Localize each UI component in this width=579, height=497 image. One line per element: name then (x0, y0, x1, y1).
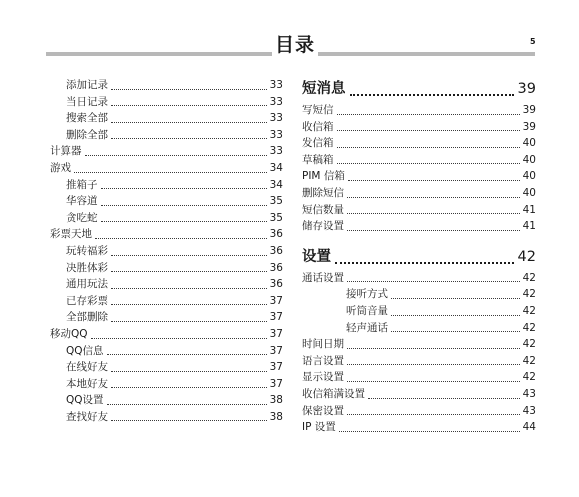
toc-entry-label: 收信箱满设置 (302, 387, 365, 400)
toc-entry-page: 37 (269, 361, 283, 374)
toc-entry-page: 42 (522, 354, 536, 367)
toc-entry-label: 储存设置 (302, 220, 344, 233)
toc-entry-page: 35 (269, 211, 283, 224)
toc-entry-label: 通用玩法 (66, 278, 108, 291)
dot-leader (111, 304, 267, 305)
dot-leader (337, 163, 520, 164)
dot-leader (335, 262, 514, 264)
toc-entry[interactable] (302, 286, 536, 303)
dot-leader (101, 188, 267, 189)
section-gap (302, 235, 536, 245)
toc-entry-page: 40 (522, 153, 536, 166)
toc-entry[interactable] (302, 369, 536, 386)
toc-entry[interactable] (50, 326, 283, 343)
toc-entry-label: 短信数量 (302, 203, 344, 216)
toc-entry-label: 显示设置 (302, 371, 344, 384)
toc-entry[interactable] (50, 376, 283, 393)
toc-entry-page: 33 (269, 128, 283, 141)
dot-leader (368, 398, 520, 399)
toc-entry-label: 决胜体彩 (66, 261, 108, 274)
toc-entry-label: 删除全部 (66, 128, 108, 141)
toc-entry[interactable] (50, 226, 283, 243)
dot-leader (91, 338, 267, 339)
section-heading-label: 短消息 (302, 81, 346, 97)
toc-entry-label: 计算器 (50, 145, 82, 158)
toc-entry[interactable] (50, 260, 283, 277)
page-number: 5 (530, 37, 536, 46)
dot-leader (107, 354, 267, 355)
dot-leader (111, 371, 267, 372)
toc-entry[interactable] (50, 143, 283, 160)
dot-leader (107, 404, 267, 405)
toc-entry-label: 通话设置 (302, 271, 344, 284)
toc-entry[interactable] (302, 152, 536, 169)
toc-entry-page: 40 (522, 170, 536, 183)
dot-leader (347, 281, 520, 282)
toc-entry-page: 33 (269, 79, 283, 91)
toc-entry[interactable] (302, 168, 536, 185)
toc-entry[interactable] (50, 293, 283, 310)
toc-left-column (50, 77, 283, 425)
dot-leader (111, 89, 267, 90)
toc-entry-label: QQ信息 (66, 344, 104, 357)
toc-entry-label: 移动QQ (50, 327, 88, 340)
toc-entry[interactable] (302, 185, 536, 202)
toc-entry-label: 彩票天地 (50, 228, 92, 241)
toc-entry[interactable] (302, 303, 536, 320)
toc-entry-label: 本地好友 (66, 377, 108, 390)
toc-entry-page: 42 (522, 321, 536, 334)
toc-entry-label: 游戏 (50, 161, 71, 174)
toc-entry-label: 全部删除 (66, 311, 108, 324)
toc-entry[interactable] (302, 270, 536, 287)
toc-entry[interactable] (302, 403, 536, 420)
dot-leader (95, 238, 267, 239)
toc-entry-page: 38 (269, 394, 283, 407)
toc-entry[interactable] (302, 320, 536, 337)
toc-entry-page: 34 (269, 178, 283, 191)
toc-entry-label: 当日记录 (66, 95, 108, 108)
dot-leader (347, 213, 520, 214)
toc-entry-page: 36 (269, 244, 283, 257)
dot-leader (347, 381, 520, 382)
toc-entry-label: 轻声通话 (346, 321, 388, 334)
toc-entry-label: 接听方式 (346, 288, 388, 301)
section-heading-label: 设置 (302, 248, 331, 265)
dot-leader (347, 364, 520, 365)
dot-leader (111, 105, 267, 106)
toc-section-heading[interactable] (302, 77, 536, 102)
toc-entry-page: 35 (269, 195, 283, 208)
dot-leader (111, 420, 267, 421)
dot-leader (74, 172, 267, 173)
dot-leader (101, 221, 267, 222)
toc-entry-page: 33 (269, 95, 283, 108)
dot-leader (111, 138, 267, 139)
dot-leader (339, 431, 520, 432)
dot-leader (391, 331, 520, 332)
toc-entry-page: 37 (269, 327, 283, 340)
toc-entry[interactable] (302, 135, 536, 152)
section-heading-page: 42 (517, 248, 536, 265)
toc-entry-page: 37 (269, 377, 283, 390)
dot-leader (337, 114, 520, 115)
toc-entry-page: 37 (269, 311, 283, 324)
dot-leader (111, 387, 267, 388)
toc-entry[interactable] (302, 353, 536, 370)
toc-entry-page: 41 (522, 203, 536, 216)
toc-entry-page: 42 (522, 304, 536, 317)
dot-leader (111, 288, 267, 289)
toc-entry-label: 玩转福彩 (66, 244, 108, 257)
toc-entry-label: 收信箱 (302, 120, 334, 133)
toc-entry-label: 添加记录 (66, 79, 108, 91)
toc-entry[interactable] (50, 409, 283, 426)
toc-entry[interactable] (50, 160, 283, 177)
toc-entry-page: 43 (522, 387, 536, 400)
toc-entry[interactable] (50, 177, 283, 194)
toc-entry-label: PIM 信箱 (302, 170, 345, 183)
toc-entry-label: 贪吃蛇 (66, 211, 98, 224)
dot-leader (111, 122, 267, 123)
toc-entry-label: IP 设置 (302, 421, 336, 434)
toc-entry[interactable] (50, 210, 283, 227)
toc-entry[interactable] (50, 193, 283, 210)
toc-entry-page: 40 (522, 186, 536, 199)
toc-entry[interactable] (50, 276, 283, 293)
toc-entry-label: 在线好友 (66, 361, 108, 374)
dot-leader (111, 271, 267, 272)
toc-entry-label: 语言设置 (302, 354, 344, 367)
toc-entry-page: 42 (522, 288, 536, 301)
toc-entry-label: 时间日期 (302, 338, 344, 351)
toc-entry-label: 搜索全部 (66, 112, 108, 125)
toc-entry[interactable] (50, 359, 283, 376)
dot-leader (350, 94, 514, 96)
toc-right-column (302, 77, 536, 436)
toc-entry[interactable] (302, 419, 536, 436)
dot-leader (85, 155, 267, 156)
dot-leader (347, 197, 520, 198)
toc-entry[interactable] (50, 309, 283, 326)
dot-leader (347, 348, 520, 349)
dot-leader (348, 180, 520, 181)
dot-leader (337, 147, 520, 148)
toc-entry-label: 删除短信 (302, 186, 344, 199)
toc-entry-label: 保密设置 (302, 404, 344, 417)
toc-entry[interactable] (50, 343, 283, 360)
toc-entry-label: 发信箱 (302, 137, 334, 150)
toc-entry-page: 42 (522, 271, 536, 284)
toc-entry-page: 37 (269, 344, 283, 357)
toc-entry-page: 37 (269, 294, 283, 307)
dot-leader (391, 315, 520, 316)
toc-entry-label: 写短信 (302, 104, 334, 116)
toc-entry[interactable] (50, 110, 283, 127)
toc-entry-label: 草稿箱 (302, 153, 334, 166)
toc-entry[interactable] (50, 77, 283, 94)
toc-entry[interactable] (302, 218, 536, 235)
toc-entry[interactable] (50, 392, 283, 409)
dot-leader (391, 298, 520, 299)
dot-leader (337, 130, 520, 131)
dot-leader (347, 414, 520, 415)
toc-entry-page: 42 (522, 371, 536, 384)
toc-entry-page: 44 (522, 421, 536, 434)
toc-entry-page: 36 (269, 278, 283, 291)
toc-entry-label: 推箱子 (66, 178, 98, 191)
toc-entry-page: 33 (269, 145, 283, 158)
toc-entry[interactable] (302, 119, 536, 136)
toc-entry-page: 39 (522, 104, 536, 116)
toc-entry[interactable] (302, 386, 536, 403)
toc-entry[interactable] (50, 94, 283, 111)
toc-entry-page: 38 (269, 410, 283, 423)
dot-leader (101, 205, 267, 206)
toc-entry-page: 36 (269, 261, 283, 274)
toc-entry-page: 41 (522, 220, 536, 233)
toc-entry[interactable] (50, 127, 283, 144)
toc-entry-label: 已存彩票 (66, 294, 108, 307)
toc-entry-page: 40 (522, 137, 536, 150)
toc-entry[interactable] (50, 243, 283, 260)
toc-entry-page: 33 (269, 112, 283, 125)
toc-entry-page: 36 (269, 228, 283, 241)
toc-entry-page: 39 (522, 120, 536, 133)
dot-leader (111, 255, 267, 256)
toc-entry-page: 43 (522, 404, 536, 417)
toc-entry[interactable] (302, 202, 536, 219)
toc-entry-label: 查找好友 (66, 410, 108, 423)
toc-entry-page: 34 (269, 161, 283, 174)
toc-entry[interactable] (302, 102, 536, 119)
toc-section-heading[interactable] (302, 245, 536, 270)
section-heading-page: 39 (517, 81, 536, 97)
toc-entry-page: 42 (522, 338, 536, 351)
toc-entry[interactable] (302, 336, 536, 353)
toc-entry-label: QQ设置 (66, 394, 104, 407)
dot-leader (347, 230, 520, 231)
page-title: 目录 (272, 33, 318, 57)
toc-entry-label: 听筒音量 (346, 304, 388, 317)
dot-leader (111, 321, 267, 322)
toc-entry-label: 华容道 (66, 195, 98, 208)
